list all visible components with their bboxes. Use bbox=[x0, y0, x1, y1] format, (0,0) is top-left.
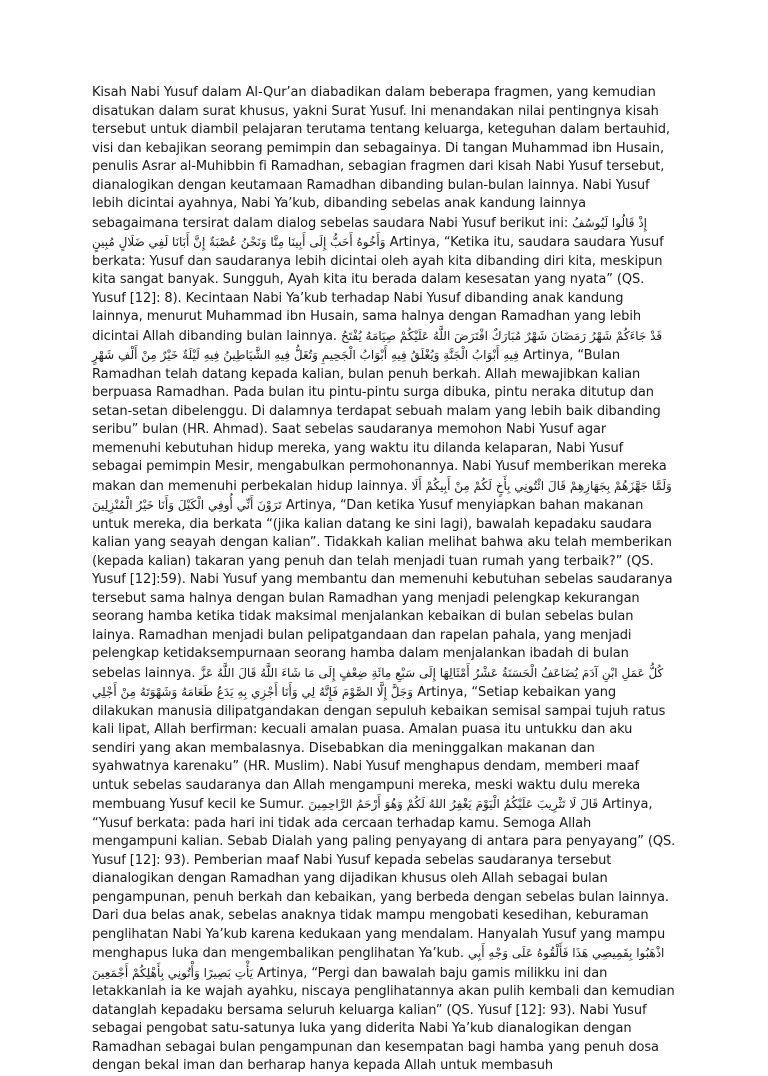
arabic-quote-yusuf-8: إِذْ قَالُوا لَيُوسُفُ وَأَخُوهُ أَحَبُّ إِلَى أَبِينَا مِنَّا وَنَحْنُ عُصْبَةٌ إِنَّ أَبَانَا لَفِي ضَلَالٍ مُبِينٍ bbox=[92, 215, 647, 249]
arabic-quote-yusuf-93: اذْهَبُوا بِقَمِيصِي هَذَا فَأَلْقُوهُ عَلَى وَجْهِ أَبِي يَأْتِ بَصِيرًا وَأْتُونِي بِأَهْلِكُمْ أَجْمَعِينَ bbox=[92, 946, 665, 980]
text-segment: Artinya, “Yusuf berkata: pada hari ini tidak ada cercaan terhadap kamu. Semoga Allah mengampuni kalian. Sebab Dialah yang paling penyayang di antara para penyayang” (QS. Yusuf [12]: 93). Pemberian maaf Nabi Yusuf kepada sebelas saudaranya tersebut dianalogikan dengan Ramadhan yang dijadikan khusus oleh Allah sebagai bulan pengampunan, penuh berkah dan kebaikan, yang berbeda dengan sebelas bulan lainnya. Dari dua belas anak, sebelas anaknya tidak mampu mengobati kesedihan, keburaman penglihatan Nabi Ya’kub karena kedukaan yang mendalam. Hanyalah Yusuf yang mampu menghapus luka dan mengembalikan penglihatan Ya’kub. bbox=[92, 797, 676, 961]
arabic-hadith-ramadhan: قَدْ جَاءَكُمْ شَهْرُ رَمَضَانَ شَهْرٌ مُبَارَكٌ افْتَرَضَ اللَّهُ عَلَيْكُمْ صِيَامَهُ يُفْتَحُ فِيهِ أَبْوَابُ الْجَنَّةِ وَيُغْلَقُ فِيهِ أَبْوَابُ الْجَحِيمِ وَتُغَلُّ فِيهِ الشَّيَاطِينُ فِيهِ لَيْلَةٌ خَيْرٌ مِنْ أَلْفِ شَهْرٍ bbox=[92, 328, 663, 362]
arabic-quote-yusuf-92: قَالَ لَا تَثْرِيبَ عَلَيْكُمُ الْيَوْمَ يَغْفِرُ اللهُ لَكُمْ وَهُوَ أَرْحَمُ الرَّاحِمِينَ bbox=[308, 797, 599, 811]
text-segment: Artinya, “Ketika itu, saudara saudara Yusuf berkata: Yusuf dan saudaranya lebih dicintai oleh ayah kita dibanding diri kita, meskipun kita sangat banyak. Sungguh, Ayah kita itu berada dalam kesesatan yang nyata” (QS. Yusuf [12]: 8). Kecintaan Nabi Ya’kub terhadap Nabi Yusuf dibanding anak kandung lainnya, menurut Muhammad ibn Husain, sama halnya dengan Ramadhan yang lebih dicintai Allah dibanding bulan lainnya. bbox=[92, 235, 664, 344]
text-segment: Artinya, “Pergi dan bawalah baju gamis milikku ini dan letakkanlah ia ke wajah ayahku, niscaya penglihatannya akan pulih kembali dan kemudian datanglah kepadaku bersama seluruh keluarga kalian” (QS. Yusuf [12]: 93). Nabi Yusuf sebagai pengobat satu-satunya luka yang diderita Nabi Ya’kub dianalogikan dengan Ramadhan sebagai bulan pengampunan dan kesempatan bagi hamba yang penuh dosa dengan bekal iman dan berharap hanya kepada Allah untuk membasuh bbox=[92, 965, 675, 1073]
document-page bbox=[92, 84, 676, 1076]
body-paragraph bbox=[92, 84, 676, 1076]
arabic-quote-yusuf-59: وَلَمَّا جَهَّزَهُمْ بِجَهَازِهِمْ قَالَ ائْتُونِي بِأَخٍ لَكُمْ مِنْ أَبِيكُمْ أَلَا تَرَوْنَ أَنِّي أُوفِي الْكَيْلَ وَأَنَا خَيْرُ الْمُنْزِلِينَ bbox=[92, 478, 672, 512]
arabic-hadith-amal: كُلُّ عَمَلِ ابْنِ آدَمَ يُضَاعَفُ الْحَسَنَةُ عَشْرُ أَمْثَالِهَا إِلَى سَبْعِ مِائَةِ ضِعْفٍ إِلَى مَا شَاءَ اللَّهُ قَالَ اللَّهُ عَزَّ وَجَلَّ إِلَّا الصَّوْمَ فَإِنَّهُ لِي وَأَنَا أَجْزِي بِهِ يَدَعُ طَعَامَهُ وَشَهْوَتَهُ مِنْ أَجْلِي bbox=[92, 665, 664, 699]
text-segment: Artinya, “Setiap kebaikan yang dilakukan manusia dilipatgandakan dengan sepuluh kebaikan semisal sampai tujuh ratus kali lipat, Allah berfirman: kecuali amalan puasa. Amalan puasa itu untukku dan aku sendiri yang akan membalasnya. Disebabkan dia meninggalkan makanan dan syahwatnya karenaku” (HR. Muslim). Nabi Yusuf menghapus dendam, memberi maaf untuk sebelas saudaranya dan Allah mengampuni mereka, meski waktu dulu mereka membuang Yusuf kecil ke Sumur. bbox=[92, 685, 666, 812]
text-segment: Artinya, “Bulan Ramadhan telah datang kepada kalian, bulan penuh berkah. Allah mewajibkan kalian berpuasa Ramadhan. Pada bulan itu pintu-pintu surga dibuka, pintu neraka ditutup dan setan-setan dibelenggu. Di dalamnya terdapat sebuah malam yang lebih baik dibanding seribu” bulan (HR. Ahmad). Saat sebelas saudaranya memohon Nabi Yusuf agar memenuhi kebutuhan hidup mereka, yang waktu itu dilanda kelaparan, Nabi Yusuf sebagai pemimpin Mesir, mengabulkan permohonannya. Nabi Yusuf memberikan mereka makan dan memenuhi perbekalan hidup lainnya. bbox=[92, 348, 667, 494]
text-segment: Kisah Nabi Yusuf dalam Al-Qur’an diabadikan dalam beberapa fragmen, yang kemudian disatukan dalam surat khusus, yakni Surat Yusuf. Ini menandakan nilai pentingnya kisah tersebut untuk diambil pelajaran terutama tentang keluarga, keteguhan dalam bertauhid, visi dan kebajikan seorang pemimpin dan sebagainya. Di tangan Muhammad ibn Husain, penulis Asrar al-Muhibbin fi Ramadhan, sebagian fragmen dari kisah Nabi Yusuf tersebut, dianalogikan dengan keutamaan Ramadhan dibanding bulan-bulan lainnya. Nabi Yusuf lebih dicintai ayahnya, Nabi Ya’kub, dibanding sebelas anak kandung lainnya sebagaimana tersirat dalam dialog sebelas saudara Nabi Yusuf berikut ini: bbox=[92, 85, 670, 231]
text-segment: Artinya, “Dan ketika Yusuf menyiapkan bahan makanan untuk mereka, dia berkata “(jika kalian datang ke sini lagi), bawalah kepadaku saudara kalian yang seayah dengan kalian”. Tidakkah kalian melihat bahwa aku telah memberikan (kepada kalian) takaran yang penuh dan telah menjadi tuan rumah yang terbaik?” (QS. Yusuf [12]:59). Nabi Yusuf yang membantu dan memenuhi kebutuhan sebelas saudaranya tersebut sama halnya dengan bulan Ramadhan yang menjadi pelengkap kekurangan seorang hamba ketika tidak maksimal menjalankan kebaikan di bulan sebelas bulan lainya. Ramadhan menjadi bulan pelipatgandaan dan rapelan pahala, yang menjadi pelengkap ketidaksempurnaan seorang hamba dalam menjalankan ibadah di bulan sebelas lainnya. bbox=[92, 498, 673, 681]
